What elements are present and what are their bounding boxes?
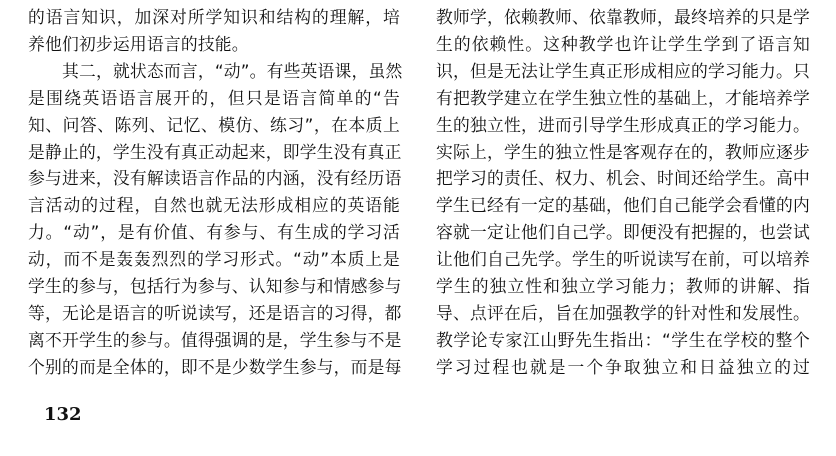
text-line: 养他们初步运用语言的技能。	[28, 33, 249, 54]
text-line: 让他们自己先学。学生的听说读写在前，可以培养	[436, 249, 810, 270]
text-line: 参与进来，没有解读语言作品的内涵，没有经历语	[28, 168, 402, 189]
text-line: 言活动的过程，自然也就无法形成相应的英语能	[28, 195, 400, 216]
text-line: 学生的参与，包括行为参与、认知参与和情感参与	[28, 276, 402, 297]
left-text-column	[28, 4, 403, 381]
text-line: 有把教学建立在学生独立性的基础上，才能培养学	[436, 87, 810, 108]
right-text-column	[436, 4, 810, 381]
text-line: 力。“动”，是有价值、有参与、有生成的学习活	[28, 222, 400, 243]
text-line: 生的依赖性。这种教学也许让学生学到了语言知	[436, 33, 810, 54]
text-line: 个别的而是全体的，即不是少数学生参与，而是每	[28, 356, 402, 377]
text-line: 动，而不是轰轰烈烈的学习形式。“动”本质上是	[28, 249, 400, 270]
text-line: 实际上，学生的独立性是客观存在的，教师应逐步	[436, 141, 810, 162]
text-line: 识，但是无法让学生真正形成相应的学习能力。只	[436, 60, 810, 81]
text-line: 其二，就状态而言，“动”。有些英语课，虽然	[62, 60, 403, 81]
text-line: 的语言知识，加深对所学知识和结构的理解，培	[28, 7, 400, 27]
text-line: 教学论专家江山野先生指出：“学生在学校的整个	[436, 329, 810, 350]
text-line: 学生的独立性和独立学习能力；教师的讲解、指	[436, 276, 810, 297]
text-line: 导、点评在后，旨在加强教学的针对性和发展性。	[436, 302, 810, 323]
text-line: 学生已经有一定的基础，他们自己能学会看懂的内	[436, 195, 810, 216]
page-number: 132	[44, 404, 82, 425]
text-line: 是围绕英语语言展开的，但只是语言简单的“告	[28, 87, 400, 108]
text-line: 是静止的，学生没有真正动起来，即学生没有真正	[28, 141, 402, 162]
text-line: 教师学，依赖教师、依靠教师，最终培养的只是学	[436, 7, 810, 27]
text-line: 学习过程也就是一个争取独立和日益独立的过	[436, 356, 810, 377]
text-line: 把学习的责任、权力、机会、时间还给学生。高中	[436, 168, 810, 189]
text-line: 等，无论是语言的听说读写，还是语言的习得，都	[28, 302, 402, 323]
text-line: 容就一定让他们自己学。即便没有把握的，也尝试	[436, 222, 810, 243]
text-line: 生的独立性，进而引导学生形成真正的学习能力。	[436, 114, 810, 135]
text-line: 离不开学生的参与。值得强调的是，学生参与不是	[28, 329, 402, 350]
text-line: 知、问答、陈列、记忆、模仿、练习”，在本质上	[28, 114, 400, 135]
